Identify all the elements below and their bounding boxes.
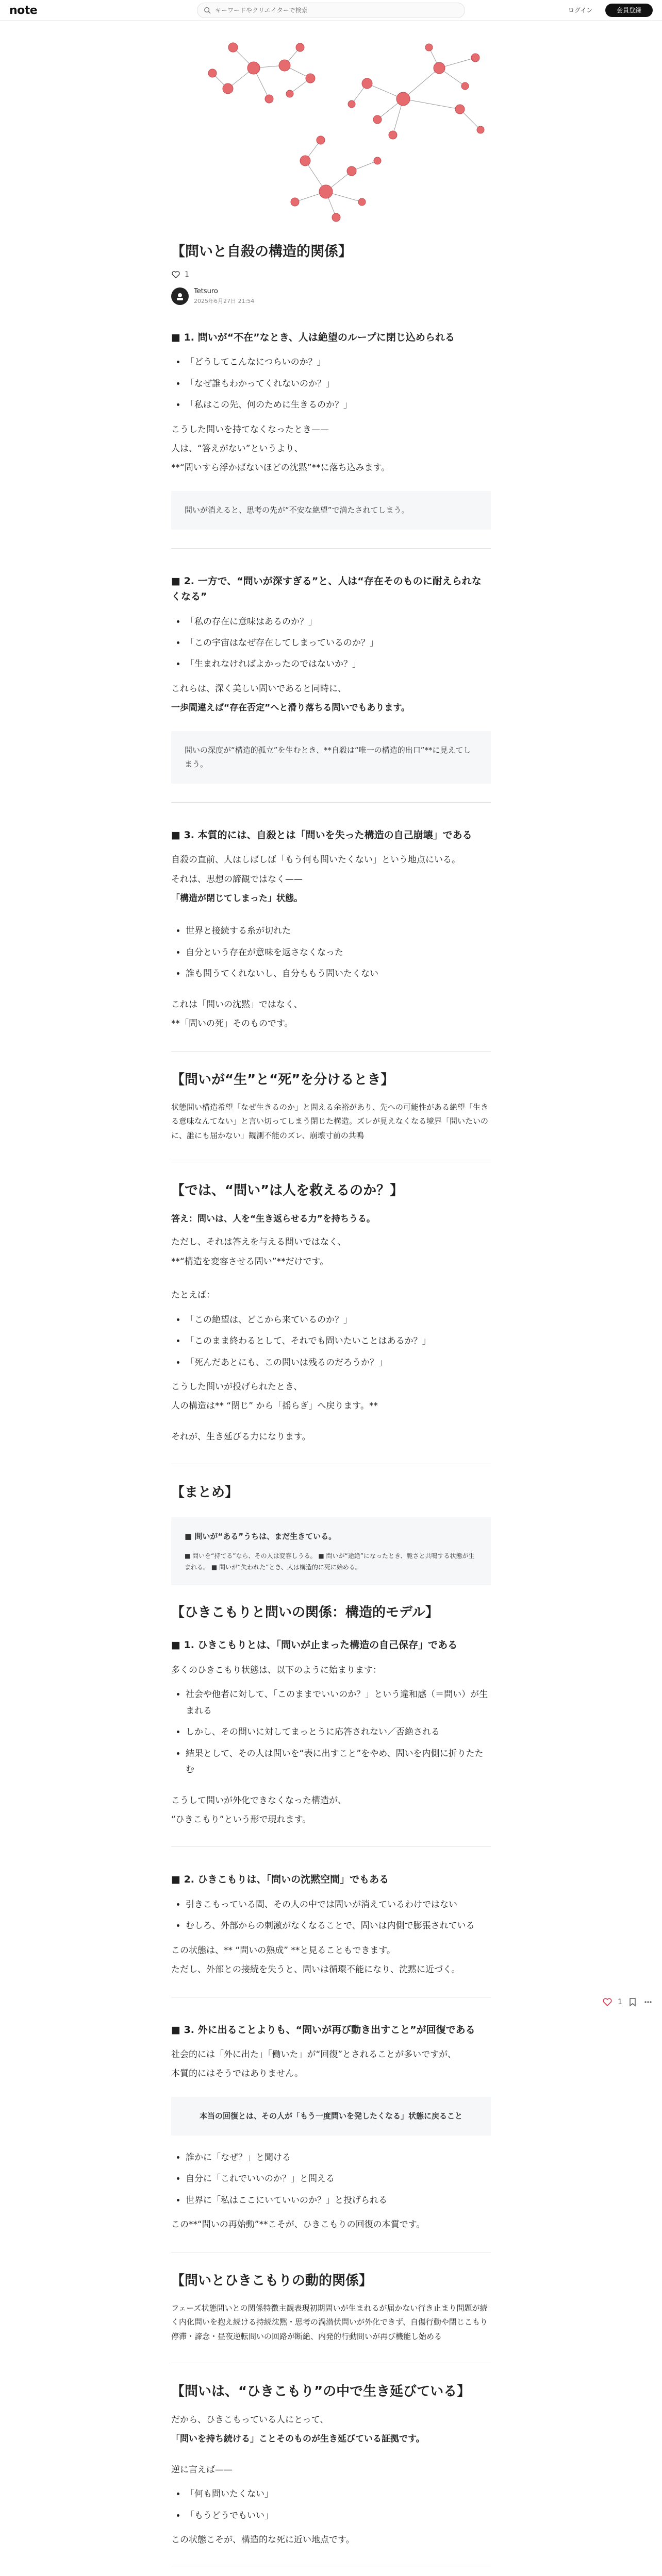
paragraph (171, 2431, 491, 2447)
search-icon (204, 7, 211, 14)
bold-text: 「構造が閉じてしまった」状態。 (171, 893, 303, 904)
avatar[interactable] (171, 287, 189, 305)
paragraph: ただし、それは答えを与える問いではなく、 (171, 1237, 346, 1248)
bold-text: 答え：問いは、人を“生き返らせる力”を持ちうる。 (171, 1213, 375, 1224)
list-item: • むしろ、外部からの刺激がなくなることで、問いは内側で膨張されている (186, 1918, 491, 1934)
search-box[interactable] (197, 3, 465, 18)
summary-line: ■ 問いが“ある”うちは、まだ生きている。 (185, 1532, 337, 1541)
paragraph: 逆に言えば—— (171, 2464, 233, 2475)
section-heading: ■ 3. 本質的には、自殺とは「問いを失った構造の自己崩壊」である (171, 829, 472, 841)
list-item: • 「死んだあとにも、この問いは残るのだろうか？」 (186, 1355, 491, 1371)
publish-date: 2025年6月27日 21:54 (194, 297, 255, 304)
search-input[interactable] (215, 7, 462, 14)
floating-actions (602, 1997, 653, 2007)
paragraph: この状態こそが、構造的な死に近い地点です。 (171, 2534, 355, 2545)
list-item: • 「このまま終わるとして、それでも問いたいことはあるか？」 (186, 1333, 491, 1349)
author-block[interactable] (171, 287, 491, 305)
paragraph: **「問いの死」そのものです。 (171, 1019, 293, 1029)
quote-block: 問いが消えると、思考の先が“不安な絶望”で満たされてしまう。 (171, 491, 491, 530)
question-list (186, 614, 491, 673)
list-item: • 「生まれなければよかったのではないか？」 (186, 656, 491, 672)
section-title: 【問いは、“ひきこもり”の中で生き延びている】 (171, 2383, 471, 2399)
paragraph: たとえば： (171, 1290, 215, 1301)
divider (171, 1846, 491, 1847)
float-like-count: 1 (618, 1998, 622, 2006)
section-title: 【では、“問い”は人を救えるのか？】 (171, 1182, 404, 1198)
author-name[interactable]: Tetsuro (194, 287, 218, 295)
list-item: • 自分という存在が意味を返さなくなった (186, 945, 491, 961)
list (186, 1687, 491, 1778)
article-body (171, 330, 491, 2576)
list-item: • 誰も問うてくれないし、自分ももう問いたくない (186, 966, 491, 982)
divider (171, 802, 491, 803)
paragraph: こうした問いが投げられたとき、 (171, 1381, 303, 1392)
bold-text: 一歩間違えば“存在否定”へと滑り落ちる問いでもあります。 (171, 703, 410, 714)
summary-block (171, 1517, 491, 1585)
list-item: • 「もうどうでもいい」 (186, 2508, 491, 2524)
paragraph: 人の構造は** “閉じ” から「揺らぎ」へ戻ります。** (171, 1401, 378, 1412)
list-item: • 「私の存在に意味はあるのか？」 (186, 614, 491, 630)
quote-block (171, 2097, 491, 2136)
question-list (186, 354, 491, 413)
signup-button[interactable]: 会員登録 (605, 4, 653, 17)
list-item: • 引きこもっている間、その人の中では問いが消えているわけではない (186, 1897, 491, 1913)
paragraph: **“問いすら浮かばないほどの沈黙”**に落ち込みます。 (171, 463, 390, 473)
paragraph: これらは、深く美しい問いであると同時に、 (171, 683, 346, 694)
paragraph: 状態問い構造希望「なぜ生きるのか」と問える余裕があり、先への可能性がある絶望「生きる意味なんてない」と言い切ってしまう閉じた構造。ズレが見えなくなる境界「問いたいのに、誰にも届かない」観測不能のズレ、崩壊寸前の共鳴 (171, 1102, 489, 1141)
list-item: • 「何も問いたくない」 (186, 2486, 491, 2502)
section-title: 【問いとひきこもりの動的関係】 (171, 2273, 373, 2289)
section-title: 【まとめ】 (171, 1485, 239, 1501)
paragraph: **“構造を変容させる問い”**だけです。 (171, 1256, 329, 1267)
list-item: • 「この絶望は、どこから来ているのか？」 (186, 1312, 491, 1328)
paragraph: 多くのひきこもり状態は、以下のように始まります： (171, 1665, 382, 1675)
top-header (0, 0, 662, 21)
note-logo[interactable]: note (9, 4, 38, 17)
login-button[interactable]: ログイン (568, 7, 593, 14)
list-item: • 「なぜ誰もわかってくれないのか？」 (186, 376, 491, 392)
list-item: • 社会や他者に対して、「このままでいいのか？」という違和感（＝問い）が生まれる (186, 1687, 491, 1719)
list (186, 923, 491, 982)
summary-line: ■ 問いを“持てる”なら、その人は変容しうる。 ■ 問いが“途絶”になったとき、脆さと共鳴する状態が生まれる。 ■ 問いが“失われた”とき、人は構造的に死に始める。 (185, 1552, 475, 1571)
paragraph: こうした問いを持てなくなったとき—— (171, 424, 329, 435)
avatar-icon (175, 291, 185, 301)
heart-icon[interactable] (171, 270, 180, 279)
list-item: • 世界と接続する糸が切れた (186, 923, 491, 939)
section-heading: ■ 2. 一方で、“問いが深すぎる”と、人は“存在そのものに耐えられなくなる” (171, 575, 482, 603)
bold-text: 「問いを持ち続ける」ことそのものが生き延びている証拠です。 (171, 2434, 425, 2445)
question-list (186, 1312, 491, 1371)
list-item: • 「この宇宙はなぜ存在してしまっているのか？」 (186, 635, 491, 651)
share-icon[interactable] (643, 1997, 653, 2007)
list (186, 1897, 491, 1935)
paragraph: 自殺の直前、人はしばしば「もう何も問いたくない」という地点にいる。 (171, 855, 460, 866)
paragraph: フェーズ状態問いとの関係特徴主観表現初期問いが生まれるが届かない行き止まり問題が続く内化問いを抱え続ける持続沈黙・思考の渦潜伏問いが外化できず、自傷行動や閉じこもり停滞・諦念・昼夜逆転問いの回路が断絶、内発的行動問いが再び機能し始める (171, 2303, 488, 2342)
list-item: • 結果として、その人は問いを“表に出すこと”をやめ、問いを内側に折りたたむ (186, 1746, 491, 1778)
list (186, 2150, 491, 2209)
divider (171, 548, 491, 549)
paragraph: 社会的には「外に出た」「働いた」が“回復”とされることが多いですが、 (171, 2049, 457, 2060)
bookmark-icon[interactable] (627, 1997, 638, 2007)
list-item: • 世界に「私はここにいていいのか？」と投げられる (186, 2193, 491, 2209)
paragraph (171, 891, 491, 907)
paragraph: こうして問いが外化できなくなった構造が、 (171, 1795, 346, 1806)
section-heading: ■ 3. 外に出ることよりも、“問いが再び動き出すこと”が回復である (171, 2024, 475, 2036)
section-heading: ■ 1. 問いが“不在”なとき、人は絶望のループに閉じ込められる (171, 331, 455, 343)
hero-network-diagram (171, 37, 491, 233)
paragraph (171, 1211, 491, 1227)
list-item: • しかし、その問いに対してまっとうに応答されない／否絶される (186, 1724, 491, 1740)
paragraph: これは「問いの沈黙」ではなく、 (171, 999, 303, 1010)
paragraph: 人は、“答えがない”というより、 (171, 443, 303, 454)
paragraph: “ひきこもり”という形で現れます。 (171, 1814, 311, 1825)
paragraph (171, 700, 491, 716)
paragraph: この**“問いの再始動”**こそが、ひきこもりの回復の本質です。 (171, 2219, 425, 2230)
section-title: 【問いが“生”と“死”を分けるとき】 (171, 1072, 394, 1088)
section-title: 【ひきこもりと問いの関係：構造的モデル】 (171, 1605, 439, 1621)
list-item: • 「どうしてこんなにつらいのか？」 (186, 354, 491, 370)
list-item: • 自分に「これでいいのか？」と問える (186, 2171, 491, 2187)
list-item: • 「私はこの先、何のために生きるのか？」 (186, 397, 491, 413)
quote-block: 問いの深度が“構造的孤立”を生むとき、**自殺は“唯一の構造的出口”**に見えてしまう。 (171, 731, 491, 784)
like-row[interactable] (171, 270, 491, 279)
divider (171, 1051, 491, 1052)
section-heading: ■ 1. ひきこもりとは、「問いが止まった構造の自己保存」である (171, 1639, 458, 1651)
like-count: 1 (185, 270, 189, 279)
paragraph: それが、生き延びる力になります。 (171, 1431, 311, 1442)
list (186, 2486, 491, 2524)
heart-icon[interactable] (602, 1997, 613, 2007)
paragraph: それは、思想の諦観ではなく—— (171, 874, 303, 885)
article (171, 37, 491, 2576)
quote-text: 本当の回復とは、その人が「もう一度問いを発したくなる」状態に戻ること (199, 2111, 462, 2121)
list-item: • 誰かに「なぜ？」と聞ける (186, 2150, 491, 2166)
paragraph: この状態は、** “問いの熟成” **と見ることもできます。 (171, 1945, 396, 1956)
article-title: 【問いと自殺の構造的関係】 (171, 244, 352, 260)
section-heading: ■ 2. ひきこもりは、「問いの沈黙空間」でもある (171, 1874, 389, 1886)
paragraph: だから、ひきこもっている人にとって、 (171, 2414, 329, 2425)
paragraph: 本質的にはそうではありません。 (171, 2069, 304, 2079)
paragraph: ただし、外部との接続を失うと、問いは循環不能になり、沈黙に近づく。 (171, 1964, 460, 1975)
